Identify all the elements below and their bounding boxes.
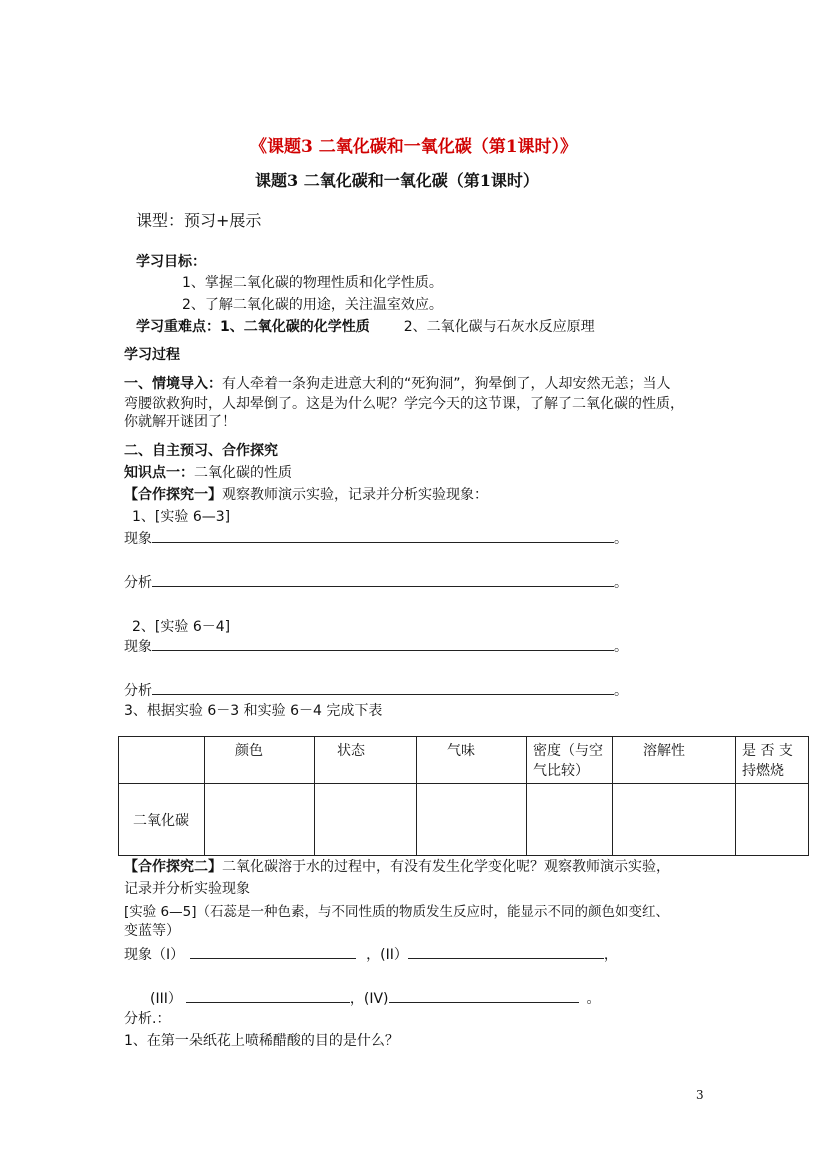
period: 。: [614, 639, 628, 655]
exp2-analysis-blank[interactable]: [152, 680, 614, 695]
exp3-phenomenon-row-2: [150, 988, 601, 1008]
goals-heading: 学习目标：: [136, 254, 206, 270]
intro-text-1: 有人牵着一条狗走进意大利的“死狗洞”，狗晕倒了，人却安然无恙；当人: [222, 376, 671, 392]
header-combustion: 是 否 支持燃烧: [742, 743, 793, 779]
exp2-analysis-label: 分析: [124, 683, 152, 699]
table-cell-blank[interactable]: [315, 784, 417, 856]
exp2-analysis-row: [124, 680, 628, 700]
phen-iv-label: ，(IV): [349, 991, 389, 1007]
phen-iv-blank[interactable]: [389, 988, 579, 1003]
explore-1: [124, 484, 488, 504]
exp1-analysis-blank[interactable]: [152, 572, 614, 587]
exp2-phenomenon-label: 现象: [124, 639, 152, 655]
exp3-line-1: [实验 6—5]（石蕊是一种色素，与不同性质的物质发生反应时，能显示不同的颜色如变红、: [124, 904, 670, 920]
kp-label: 知识点一：: [124, 465, 194, 481]
question-1: 1、在第一朵纸花上喷稀醋酸的目的是什么？: [124, 1033, 399, 1049]
table-cell-blank[interactable]: [417, 784, 527, 856]
kp-text: 二氧化碳的性质: [194, 465, 292, 481]
period: 。: [614, 531, 628, 547]
exp3-line-2: 变蓝等）: [124, 923, 180, 939]
explore1-label: 【合作探究一】: [124, 487, 222, 503]
key-point-2: 2、二氧化碳与石灰水反应原理: [403, 319, 595, 335]
phen-ii-blank[interactable]: [408, 944, 604, 959]
phen-i-label: 现象（I）: [124, 947, 185, 963]
exp1-analysis-row: [124, 572, 628, 592]
goal-item-2: 2、了解二氧化碳的用途，关注温室效应。: [182, 297, 443, 313]
table-header-cell: [527, 737, 613, 784]
table-header-cell: [736, 737, 809, 784]
table-header-cell: [417, 737, 527, 784]
table-header-cell: [613, 737, 736, 784]
explore2-line-2: 记录并分析实验现象: [124, 881, 250, 897]
intro-line-1: [124, 373, 671, 393]
exp1-phenomenon-label: 现象: [124, 531, 152, 547]
table-header-cell: [205, 737, 315, 784]
table-header-cell: [315, 737, 417, 784]
table-intro: 3、根据实验 6－3 和实验 6－4 完成下表: [124, 703, 383, 719]
period: 。: [614, 683, 628, 699]
analysis-label: 分析.：: [124, 1011, 171, 1027]
table-cell-blank[interactable]: [613, 784, 736, 856]
period: 。: [614, 575, 628, 591]
process-heading: 学习过程: [124, 347, 180, 363]
table-row: [119, 784, 809, 856]
row-label-co2: 二氧化碳: [119, 784, 205, 856]
phen-iii-blank[interactable]: [186, 988, 350, 1003]
section2-heading: 二、自主预习、合作探究: [124, 443, 278, 459]
exp2-label: 2、[实验 6－4]: [132, 619, 231, 635]
lesson-type: 课型：预习+展示: [136, 211, 262, 230]
key-points-label: 学习重难点：: [136, 319, 220, 335]
comma: ，: [603, 947, 618, 963]
exp2-phenomenon-blank[interactable]: [152, 636, 614, 651]
table-cell-blank[interactable]: [205, 784, 315, 856]
table-cell-blank[interactable]: [736, 784, 809, 856]
table-cell-blank[interactable]: [527, 784, 613, 856]
exp1-phenomenon-blank[interactable]: [152, 528, 614, 543]
period: 。: [586, 991, 601, 1007]
phen-i-blank[interactable]: [190, 944, 356, 959]
exp3-phenomenon-row: [124, 944, 618, 964]
header-odor: 气味: [447, 743, 475, 759]
phen-ii-label: ，(II）: [366, 947, 408, 963]
table-header-cell: [119, 737, 205, 784]
intro-line-2: 弯腰欲救狗时，人却晕倒了。这是为什么呢？学完今天的这节课，了解了二氧化碳的性质，: [124, 396, 684, 412]
header-solubility: 溶解性: [643, 743, 685, 759]
exp1-analysis-label: 分析: [124, 575, 152, 591]
explore2-label: 【合作探究二】: [124, 859, 222, 875]
exp1-label: 1、[实验 6—3]: [132, 509, 231, 525]
header-density: 密度（与空气比较）: [533, 743, 603, 779]
explore-2: [124, 856, 670, 876]
intro-line-3: 你就解开谜团了！: [124, 414, 236, 430]
explore2-text: 二氧化碳溶于水的过程中，有没有发生化学变化呢？观察教师演示实验，: [222, 859, 670, 875]
header-state: 状态: [337, 743, 365, 759]
page-number: 3: [696, 1088, 704, 1102]
co2-properties-table: [118, 736, 809, 856]
key-points: [136, 316, 595, 336]
knowledge-point: [124, 462, 292, 482]
exp1-phenomenon-row: [124, 528, 628, 548]
header-color: 颜色: [235, 743, 263, 759]
intro-heading: 一、情境导入：: [124, 376, 222, 392]
key-point-1: 1、二氧化碳的化学性质: [220, 319, 370, 335]
table-header-row: [119, 737, 809, 784]
document-title-red: 《课题3 二氧化碳和一氧化碳（第1课时）》: [249, 137, 578, 157]
explore1-text: 观察教师演示实验，记录并分析实验现象：: [222, 487, 488, 503]
goal-item-1: 1、掌握二氧化碳的物理性质和化学性质。: [182, 275, 443, 291]
phen-iii-label: (III）: [150, 991, 182, 1007]
document-title: 课题3 二氧化碳和一氧化碳（第1课时）: [255, 171, 539, 190]
exp2-phenomenon-row: [124, 636, 628, 656]
